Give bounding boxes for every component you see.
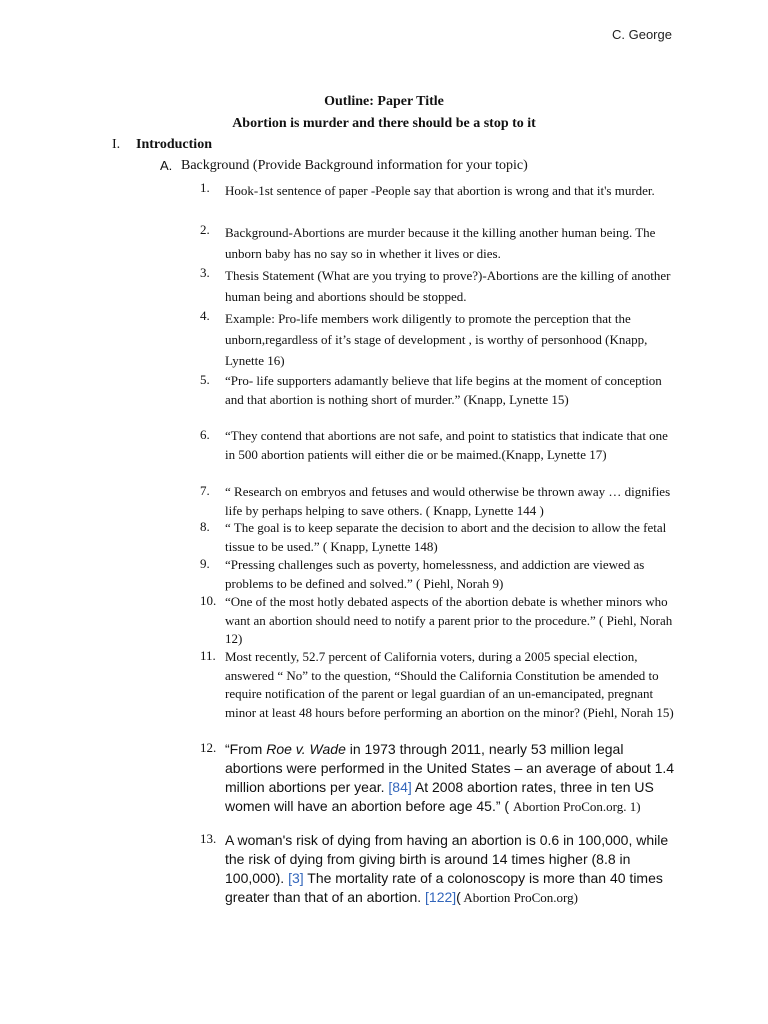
- section-heading: Introduction: [136, 137, 212, 152]
- list-item: [200, 427, 680, 464]
- section-number: I.: [112, 137, 121, 152]
- paper-title: Abortion is murder and there should be a stop to it: [232, 116, 536, 131]
- item-number: 1.: [200, 180, 210, 195]
- author-name: C. George: [612, 27, 672, 42]
- item-text: “They contend that abortions are not safe, and point to statistics that indicate that one in 500 abortion patients will either die or be maimed.(Knapp, Lynette 17): [225, 428, 668, 462]
- item-text: “From Roe v. Wade in 1973 through 2011, nearly 53 million legal abortions were performed in the United States – an average of about 1.4 million abortions per year. [84] At 2008 abortion rates, three in ten US women will have an abortion before age 45.” ( Abortion ProCon.org. 1): [225, 741, 675, 814]
- item-number: 4.: [200, 308, 210, 323]
- item-number: 11.: [200, 648, 216, 663]
- item-number: 12.: [200, 740, 217, 755]
- list-item: [200, 648, 680, 722]
- case-name: Roe v. Wade: [266, 741, 346, 757]
- item-number: 3.: [200, 265, 210, 280]
- citation: Abortion ProCon.org): [460, 890, 578, 905]
- list-item: [200, 519, 680, 556]
- item-number: 6.: [200, 427, 210, 442]
- item-text: Most recently, 52.7 percent of California voters, during a 2005 special election, answered “ No” to the question, “Should the California Constitution be amended to require notification of the parent or legal guardian of an un-emancipated, pregnant minor at least 48 hours before performing an abortion on the minor? (Piehl, Norah 15): [225, 649, 674, 720]
- list-item: [200, 308, 680, 371]
- subsection-letter: A.: [160, 158, 173, 173]
- item-text: “ Research on embryos and fetuses and would otherwise be thrown away … dignifies life by perhaps helping to save others. ( Knapp, Lynette 144 ): [225, 484, 671, 518]
- reference-link[interactable]: [84]: [388, 779, 412, 795]
- list-item: [200, 831, 680, 907]
- list-item: [200, 372, 680, 409]
- list-item: [200, 556, 680, 593]
- list-item: [200, 265, 680, 307]
- list-item: [200, 593, 680, 649]
- list-item: [200, 180, 680, 201]
- outline-title: Outline: Paper Title: [324, 94, 444, 109]
- item-text: Hook-1st sentence of paper -People say that abortion is wrong and that it's murder.: [225, 183, 655, 198]
- list-item: [200, 483, 680, 520]
- item-number: 5.: [200, 372, 210, 387]
- item-number: 9.: [200, 556, 210, 571]
- item-text: “Pressing challenges such as poverty, homelessness, and addiction are viewed as problems to be defined and solved.” ( Piehl, Norah 9): [225, 557, 645, 591]
- item-text: “ The goal is to keep separate the decision to abort and the decision to allow the fetal tissue to be used.” ( Knapp, Lynette 148): [225, 520, 667, 554]
- item-number: 2.: [200, 222, 210, 237]
- item-text: Thesis Statement (What are you trying to prove?)-Abortions are the killing of another human being and abortions should be stopped.: [225, 268, 671, 304]
- subsection-heading: Background (Provide Background information for your topic): [181, 158, 528, 173]
- reference-link[interactable]: [3]: [288, 870, 304, 886]
- item-text: “Pro- life supporters adamantly believe that life begins at the moment of conception and that abortion is nothing short of murder.” (Knapp, Lynette 15): [225, 373, 662, 407]
- item-text: Background-Abortions are murder because it the killing another human being. The unborn baby has no say so in whether it lives or dies.: [225, 225, 656, 261]
- citation: Abortion ProCon.org. 1): [512, 799, 641, 814]
- item-number: 7.: [200, 483, 210, 498]
- item-text: “One of the most hotly debated aspects of the abortion debate is whether minors who want an abortion should need to notify a parent prior to the procedure.” ( Piehl, Norah 12): [225, 594, 673, 646]
- item-text: A woman's risk of dying from having an abortion is 0.6 in 100,000, while the risk of dying from giving birth is around 14 times higher (8.8 in 100,000). [3] The mortality rate of a colonoscopy is more than 40 times greater than that of an abortion. [122]( Abortion ProCon.org): [225, 832, 669, 905]
- item-text: Example: Pro-life members work diligently to promote the perception that the unborn,regardless of it’s stage of development , is worthy of personhood (Knapp, Lynette 16): [225, 311, 648, 368]
- list-item: [200, 740, 680, 816]
- list-item: [200, 222, 680, 264]
- item-number: 10.: [200, 593, 217, 608]
- item-number: 8.: [200, 519, 210, 534]
- reference-link[interactable]: [122]: [425, 889, 457, 905]
- item-number: 13.: [200, 831, 217, 846]
